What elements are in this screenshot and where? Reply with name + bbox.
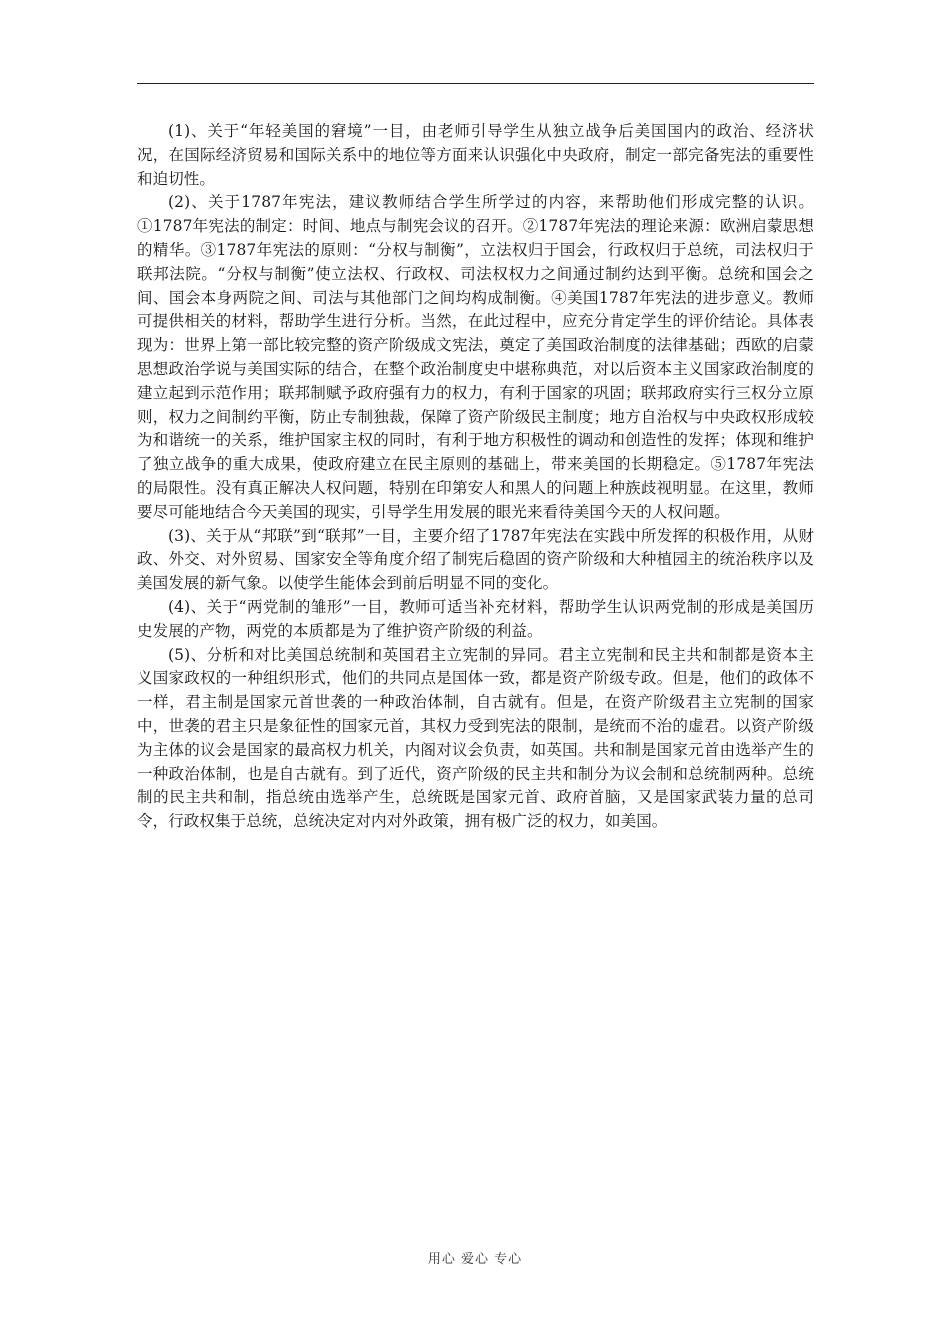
paragraph-3: (3)、关于从“邦联”到“联邦”一目，主要介绍了1787年宪法在实践中所发挥的积极作用，从财政、外交、对外贸易、国家安全等角度介绍了制宪后稳固的资产阶级和大种植园主的统治秩序以及美国发展的新气象。以使学生能体会到前后明显不同的变化。: [137, 526, 814, 593]
paragraph-5: (5)、分析和对比美国总统制和英国君主立宪制的异同。君主立宪制和民主共和制都是资本主义国家政权的一种组织形式，他们的共同点是国体一致，都是资产阶级专政。但是，他们的政体不一样，君主制是国家元首世袭的一种政治体制，自古就有。但是，在资产阶级君主立宪制的国家中，世袭的君主只是象征性的国家元首，其权力受到宪法的限制，是统而不治的虚君。以资产阶级为主体的议会是国家的最高权力机关，内阁对议会负责，如英国。共和制是国家元首由选举产生的一种政治体制，也是自古就有。到了近代，资产阶级的民主共和制分为议会制和总统制两种。总统制的民主共和制，指总统由选举产生，总统既是国家元首、政府首脑，又是国家武装力量的总司令，行政权集于总统，总统决定对内对外政策，拥有极广泛的权力，如美国。: [137, 645, 814, 831]
document-body: [137, 120, 814, 834]
paragraph-2: (2)、关于1787年宪法，建议教师结合学生所学过的内容，来帮助他们形成完整的认识。①1787年宪法的制定：时间、地点与制宪会议的召开。②1787年宪法的理论来源：欧洲启蒙思想的精华。③1787年宪法的原则：“分权与制衡”，立法权归于国会，行政权归于总统，司法权归于联邦法院。“分权与制衡”使立法权、行政权、司法权权力之间通过制约达到平衡。总统和国会之间、国会本身两院之间、司法与其他部门之间均构成制衡。④美国1787年宪法的进步意义。教师可提供相关的材料，帮助学生进行分析。当然，在此过程中，应充分肯定学生的评价结论。具体表现为：世界上第一部比较完整的资产阶级成文宪法，奠定了美国政治制度的法律基础；西欧的启蒙思想政治学说与美国实际的结合，在整个政治制度史中堪称典范，对以后资本主义国家政治制度的建立起到示范作用；联邦制赋予政府强有力的权力，有利于国家的巩固；联邦政府实行三权分立原则，权力之间制约平衡，防止专制独裁，保障了资产阶级民主制度；地方自治权与中央政权形成较为和谐统一的关系，维护国家主权的同时，有利于地方积极性的调动和创造性的发挥；体现和维护了独立战争的重大成果，使政府建立在民主原则的基础上，带来美国的长期稳定。⑤1787年宪法的局限性。没有真正解决人权问题，特别在印第安人和黑人的问题上种族歧视明显。在这里，教师要尽可能地结合今天美国的现实，引导学生用发展的眼光来看待美国今天的人权问题。: [137, 193, 814, 521]
header-rule: [137, 83, 814, 84]
page-footer: 用心 爱心 专心: [427, 1252, 523, 1267]
paragraph-4: (4)、关于“两党制的雏形”一目，教师可适当补充材料，帮助学生认识两党制的形成是美国历史发展的产物，两党的本质都是为了维护资产阶级的利益。: [137, 597, 814, 640]
paragraph-1: (1)、关于“年轻美国的窘境”一目，由老师引导学生从独立战争后美国国内的政治、经济状况，在国际经济贸易和国际关系中的地位等方面来认识强化中央政府，制定一部完备宪法的重要性和迫切性。: [137, 122, 814, 188]
